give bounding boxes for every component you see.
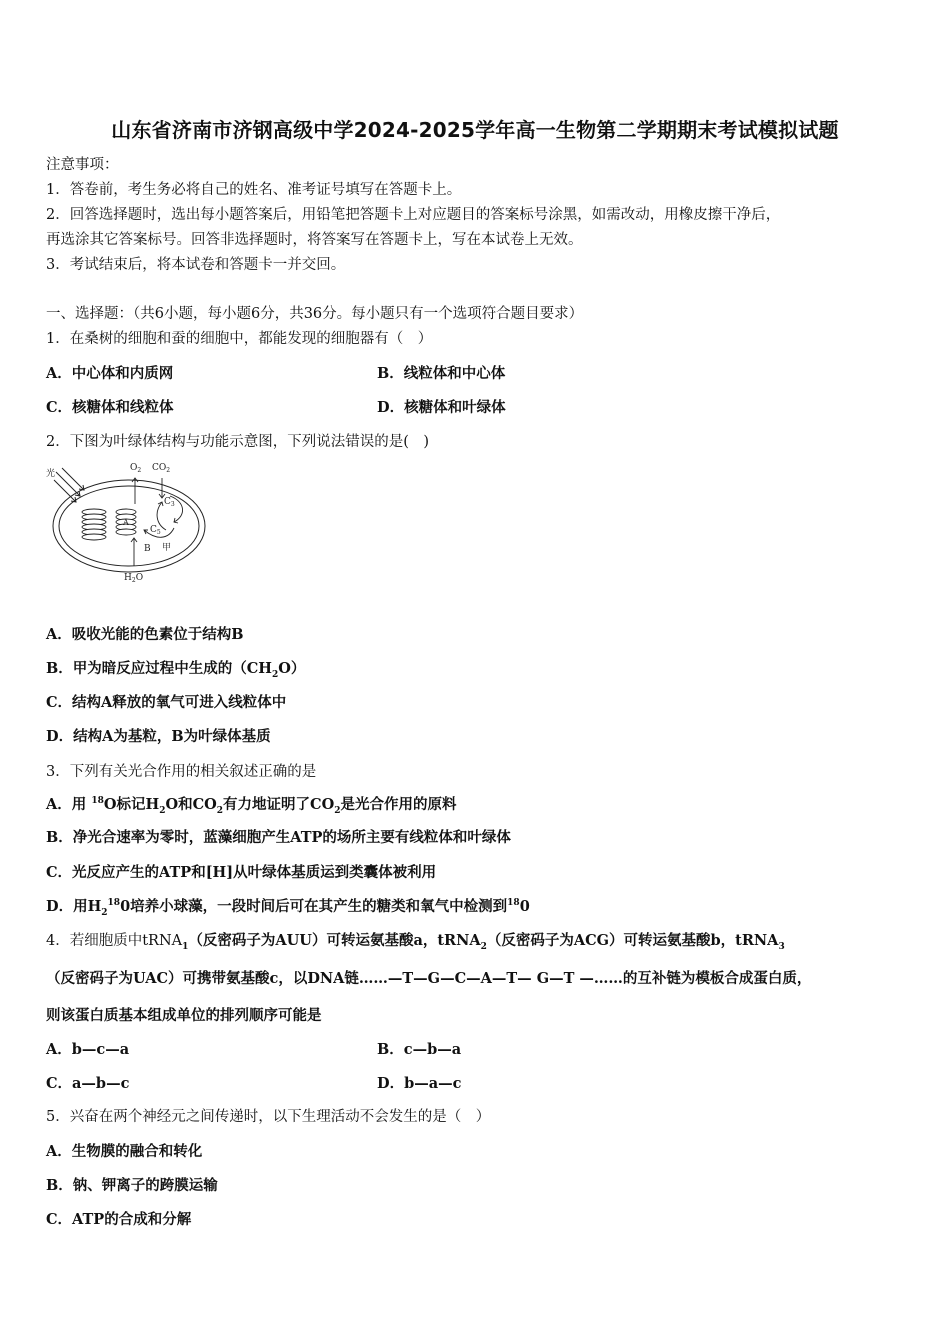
q2-option-a: A．吸收光能的色素位于结构B	[46, 626, 244, 643]
diagram-co2-label: $CO_2$	[152, 463, 171, 474]
page-title: 山东省济南市济钢高级中学2024-2025学年高一生物第二学期期末考试模拟试题	[111, 118, 839, 142]
q4-stem-line-2: （反密码子为UAC）可携带氨基酸c，以DNA链……—T—G—C—A—T— G—T —……的互补链为模板合成蛋白质，	[46, 970, 812, 987]
q5-option-c: C．ATP的合成和分解	[46, 1211, 192, 1228]
q4-option-c: C．a—b—c	[46, 1075, 130, 1092]
diagram-label-jia: 甲	[162, 543, 172, 553]
diagram-h2o-label: $H_2O$	[124, 573, 144, 584]
q1-option-c: C．核糖体和线粒体	[46, 399, 174, 416]
section-heading: 一、选择题：（共6小题，每小题6分，共36分。每小题只有一个选项符合题目要求）	[46, 306, 584, 322]
q1-option-a: A．中心体和内质网	[46, 365, 174, 382]
chloroplast-diagram	[44, 458, 214, 588]
notice-heading: 注意事项：	[46, 157, 119, 173]
q3-stem: 3．下列有关光合作用的相关叙述正确的是	[46, 764, 317, 780]
q5-stem: 5．兴奋在两个神经元之间传递时，以下生理活动不会发生的是（ ）	[46, 1109, 491, 1125]
q2-option-d: D．结构A为基粒，B为叶绿体基质	[46, 728, 271, 745]
notice-item-2: 2．回答选择题时，选出每小题答案后，用铅笔把答题卡上对应题目的答案标号涂黑，如需改动，用橡皮擦干净后，	[46, 207, 781, 223]
q3-option-a: A．用 $^{18}$O标记$H_2O$和$CO_2$有力地证明了$CO_2$是光合作用的原料	[46, 796, 457, 816]
q4-option-d: D．b—a—c	[377, 1075, 462, 1092]
q1-stem: 1．在桑树的细胞和蚕的细胞中，都能发现的细胞器有（ ）	[46, 331, 433, 347]
q5-option-a: A．生物膜的融合和转化	[46, 1143, 203, 1160]
notice-item-1: 1．答卷前，考生务必将自己的姓名、准考证号填写在答题卡上。	[46, 182, 462, 198]
diagram-c5-label: $C_5$	[150, 525, 161, 536]
notice-item-2-cont: 再选涂其它答案标号。回答非选择题时，将答案写在答题卡上，写在本试卷上无效。	[46, 232, 583, 248]
diagram-o2-label: $O_2$	[130, 463, 142, 474]
q2-stem: 2．下图为叶绿体结构与功能示意图，下列说法错误的是( )	[46, 434, 430, 450]
notice-item-3: 3．考试结束后，将本试卷和答题卡一并交回。	[46, 257, 346, 273]
q4-option-b: B．c—b—a	[377, 1041, 462, 1058]
q3-option-d: D．用$H_2^{18}0$培养小球藻，一段时间后可在其产生的糖类和氧气中检测到$^{18}$0	[46, 898, 530, 918]
q1-option-d: D．核糖体和叶绿体	[377, 399, 506, 416]
q5-option-b: B．钠、钾离子的跨膜运输	[46, 1177, 218, 1194]
q4-option-a: A．b—c—a	[46, 1041, 130, 1058]
diagram-label-a: A	[123, 518, 129, 527]
q4-stem-line-3: 则该蛋白质基本组成单位的排列顺序可能是	[46, 1007, 322, 1024]
q3-option-b: B．净光合速率为零时，蓝藻细胞产生ATP的场所主要有线粒体和叶绿体	[46, 829, 511, 846]
q4-stem-line-1: 4．若细胞质中tRNA$_1$（反密码子为AUU）可转运氨基酸a，tRNA$_2$（反密码子为ACG）可转运氨基酸b，tRNA$_3$	[46, 932, 785, 952]
diagram-light-label: 光	[46, 469, 56, 479]
q2-option-b: B．甲为暗反应过程中生成的$(CH_2O)$	[46, 660, 306, 680]
diagram-c3-label: $C_3$	[164, 497, 175, 508]
q2-option-c: C．结构A释放的氧气可进入线粒体中	[46, 694, 287, 711]
diagram-label-b: B	[144, 544, 151, 554]
q3-option-c: C．光反应产生的ATP和[H]从叶绿体基质运到类囊体被利用	[46, 864, 437, 881]
q1-option-b: B．线粒体和中心体	[377, 365, 506, 382]
